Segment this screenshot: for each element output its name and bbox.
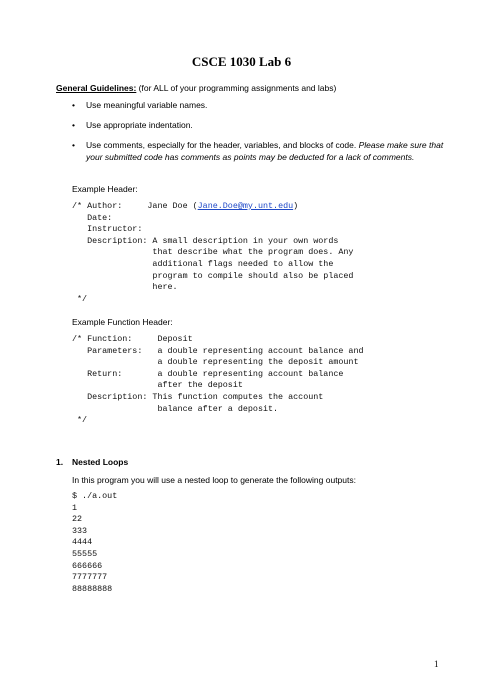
page-number: 1 [434,659,439,669]
section-description: In this program you will use a nested loop to generate the following outputs: [72,475,356,485]
section-heading [56,457,128,467]
bullet-icon: • [72,120,75,130]
bullet-icon: • [72,100,75,110]
header-code-body: Date: Instructor: Description: A small description in your own words that describe what the program does. Any additional flags needed to allow the program to compile should also be placed here. */ [77,212,354,304]
example-header-label: Example Header: [72,184,138,194]
guidelines-subheading: (for ALL of your programming assignments and labs) [136,83,337,93]
guideline-item [56,100,451,112]
header-code-prefix: /* Author: Jane Doe ( [72,201,198,211]
guidelines-heading [56,83,336,93]
section-title: Nested Loops [72,457,129,467]
lab-title: CSCE 1030 Lab 6 [191,54,292,69]
example-function-header-code: /* Function: Deposit Parameters: a double representing account balance and a double representing the deposit amount Return: a double representing account balance after the deposit Description: This function computes the account balance after a deposit. */ [72,334,364,426]
guideline-text: Use comments, especially for the header, variables, and blocks of code. [86,140,359,150]
guidelines-list [56,100,451,172]
guideline-emphasis: Please make sure that your submitted code has comments as points may be deducted for a lack of comments. [86,140,444,162]
bullet-icon: • [72,140,75,150]
program-output: $ ./a.out 1 22 333 4444 55555 666666 7777777 88888888 [72,491,118,594]
example-function-header-label: Example Function Header: [72,317,173,327]
section-number: 1. [56,457,64,467]
guideline-item [56,140,451,163]
guidelines-label: General Guidelines: [56,83,137,93]
guideline-item [56,120,451,132]
example-header-code [72,201,353,305]
header-code-suffix: ) [293,201,299,211]
guideline-text: Use meaningful variable names. [86,100,208,110]
author-email-link[interactable]: Jane.Doe@my.unt.edu [197,201,294,211]
guideline-text: Use appropriate indentation. [86,120,193,130]
